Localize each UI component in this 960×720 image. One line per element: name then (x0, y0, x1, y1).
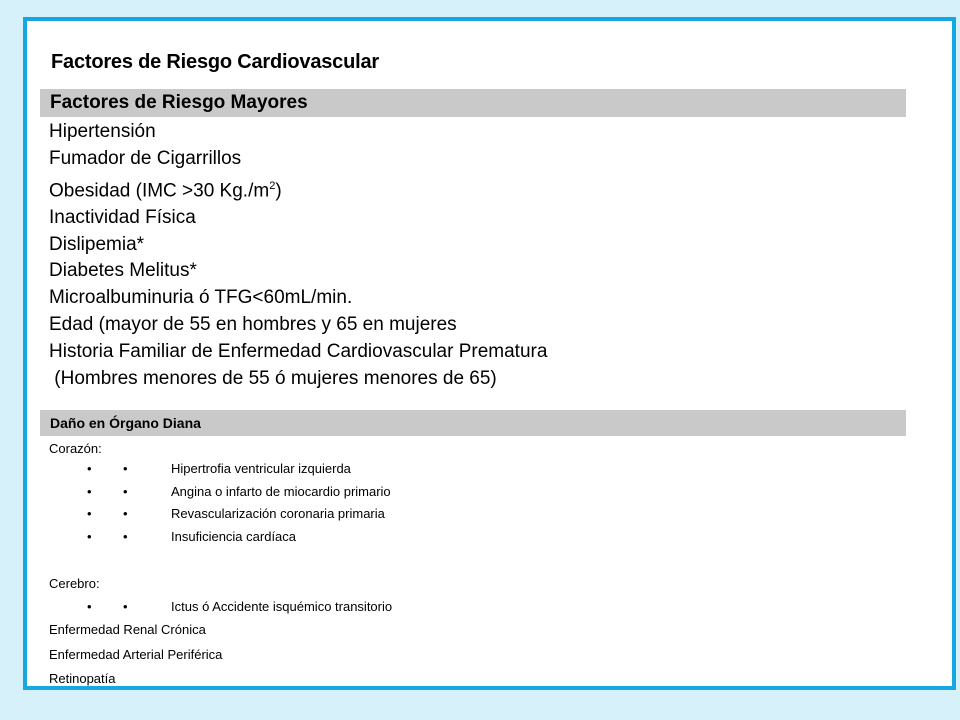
major-factors-heading: Factores de Riesgo Mayores (40, 89, 906, 117)
superscript: 2 (269, 179, 276, 192)
list-item: Historia Familiar de Enfermedad Cardiovascular Prematura (49, 340, 548, 362)
list-item-text: Hipertrofia ventricular izquierda (171, 461, 351, 476)
major-factors-list (49, 119, 547, 392)
bullet: • (87, 506, 92, 522)
peripheral-arterial-disease: Enfermedad Arterial Periférica (49, 647, 223, 662)
list-item-text: Angina o infarto de miocardio primario (171, 483, 391, 499)
list-item: Dislipemia* (49, 233, 145, 255)
list-item-text: Revascularización coronaria primaria (171, 506, 385, 522)
bullet: • (87, 461, 92, 476)
obesity-text: Obesidad (IMC >30 Kg./m (49, 179, 270, 201)
list-item: Fumador de Cigarrillos (49, 147, 242, 169)
bullet: • (123, 529, 128, 545)
bullet: • (87, 599, 92, 614)
obesity-close: ) (275, 179, 282, 201)
list-item: Diabetes Melitus* (49, 260, 197, 282)
heart-label: Corazón: (49, 441, 102, 456)
slide-card (23, 17, 956, 690)
retinopathy: Retinopatía (49, 671, 116, 686)
list-item-text: Insuficiencia cardíaca (171, 529, 297, 545)
bullet: • (87, 529, 92, 545)
list-item: Edad (mayor de 55 en hombres y 65 en mujeres (49, 313, 457, 335)
list-item: Microalbuminuria ó TFG<60mL/min. (49, 287, 353, 309)
target-organ-heading: Daño en Órgano Diana (40, 410, 906, 436)
list-item: Inactividad Física (49, 206, 196, 228)
bullet: • (87, 483, 92, 499)
list-item (49, 173, 547, 205)
bullet: • (123, 506, 128, 522)
list-item: Hipertensión (49, 121, 156, 142)
renal-disease: Enfermedad Renal Crónica (49, 622, 206, 637)
bullet: • (123, 461, 128, 476)
page-title: Factores de Riesgo Cardiovascular (51, 51, 379, 73)
brain-label: Cerebro: (49, 576, 100, 591)
list-item-text: Ictus ó Accidente isquémico transitorio (171, 599, 393, 614)
bullet: • (123, 483, 128, 499)
list-item: (Hombres menores de 55 ó mujeres menores de 65) (49, 367, 497, 389)
bullet: • (123, 599, 128, 614)
